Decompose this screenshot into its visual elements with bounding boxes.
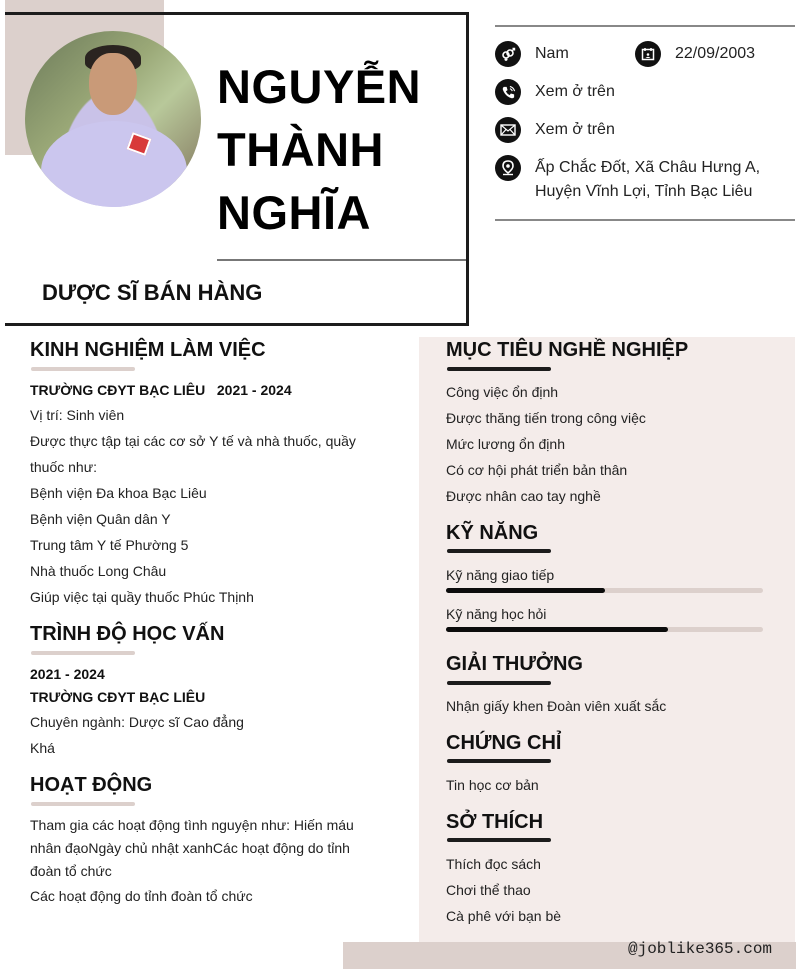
watermark: @joblike365.com (628, 940, 773, 958)
section-title-activities: HOẠT ĐỘNG (30, 774, 153, 796)
section-title-awards: GIẢI THƯỞNG (446, 653, 583, 675)
location-icon (495, 155, 521, 181)
experience-line: thuốc như: (30, 459, 97, 475)
contact-birthday (635, 41, 755, 67)
activity-line: Tham gia các hoạt động tình nguyện như: Hiến máu (30, 817, 354, 833)
education-period: 2021 - 2024 (30, 666, 105, 682)
address-line: Huyện Vĩnh Lợi, Tỉnh Bạc Liêu (535, 183, 753, 200)
hobby-item: Thích đọc sách (446, 856, 541, 872)
section-underline (31, 651, 135, 655)
section-underline (31, 802, 135, 806)
contact-phone (495, 79, 615, 105)
gender-icon (495, 41, 521, 67)
education-line: Chuyên ngành: Dược sĩ Cao đẳng (30, 714, 244, 730)
name-line: NGUYỄN (217, 60, 422, 113)
section-underline (447, 681, 551, 685)
skill-bar-track (446, 627, 763, 632)
experience-line: Bệnh viện Đa khoa Bạc Liêu (30, 485, 207, 501)
email-value: Xem ở trên (535, 121, 615, 138)
contact-gender (495, 41, 569, 67)
education-line: Khá (30, 740, 55, 756)
education-school: TRƯỜNG CĐYT BẠC LIÊU (30, 689, 206, 705)
section-underline (447, 367, 551, 371)
objective-item: Được thăng tiến trong công việc (446, 410, 646, 426)
experience-org-period: TRƯỜNG CĐYT BẠC LIÊU 2021 - 2024 (30, 382, 292, 398)
section-title-hobbies: SỞ THÍCH (446, 811, 544, 833)
calendar-icon (635, 41, 661, 67)
skill-bar-fill (446, 627, 668, 632)
birthday-value: 22/09/2003 (675, 45, 756, 62)
contact-email (495, 117, 615, 143)
skill-name: Kỹ năng giao tiếp (446, 567, 555, 583)
section-underline (447, 838, 551, 842)
address-value (535, 155, 760, 204)
avatar-face (89, 53, 137, 115)
job-title: DƯỢC SĨ BÁN HÀNG (42, 280, 263, 305)
phone-icon (495, 79, 521, 105)
hobby-item: Cà phê với bạn bè (446, 908, 562, 924)
experience-line: Vị trí: Sinh viên (30, 407, 125, 423)
avatar (25, 31, 201, 207)
section-underline (447, 759, 551, 763)
skill-name: Kỹ năng học hỏi (446, 606, 547, 622)
objective-item: Được nhân cao tay nghề (446, 488, 601, 504)
experience-line: Trung tâm Y tế Phường 5 (30, 537, 189, 553)
objective-item: Mức lương ổn định (446, 436, 565, 452)
activity-line: Các hoạt động do tỉnh đoàn tổ chức (30, 888, 253, 904)
mail-icon (495, 117, 521, 143)
skill-bar-fill (446, 588, 605, 593)
experience-line: Được thực tập tại các cơ sở Y tế và nhà thuốc, quầy (30, 433, 356, 449)
gender-value: Nam (535, 45, 569, 62)
hobby-item: Chơi thể thao (446, 882, 531, 898)
experience-line: Bệnh viện Quân dân Y (30, 511, 171, 527)
contact-address (495, 155, 760, 204)
name-line: NGHĨA (217, 186, 371, 239)
section-title-skills: KỸ NĂNG (446, 522, 539, 544)
experience-line: Giúp việc tại quầy thuốc Phúc Thịnh (30, 589, 254, 605)
avatar-shirt (41, 121, 187, 207)
section-title-objective: MỤC TIÊU NGHỀ NGHIỆP (446, 339, 689, 361)
skill-bar-track (446, 588, 763, 593)
objective-item: Có cơ hội phát triển bản thân (446, 462, 628, 478)
contact-bottom-divider (495, 219, 795, 221)
section-title-certificates: CHỨNG CHỈ (446, 732, 562, 754)
section-title-experience: KINH NGHIỆM LÀM VIỆC (30, 339, 266, 361)
candidate-name (217, 55, 421, 244)
phone-value: Xem ở trên (535, 83, 615, 100)
section-underline (31, 367, 135, 371)
section-title-education: TRÌNH ĐỘ HỌC VẤN (30, 623, 225, 645)
activity-line: nhân đạoNgày chủ nhật xanhCác hoạt động do tỉnh (30, 840, 350, 856)
award-item: Nhận giấy khen Đoàn viên xuất sắc (446, 698, 667, 714)
section-underline (447, 549, 551, 553)
contact-top-divider (495, 25, 795, 27)
name-line: THÀNH (217, 123, 384, 176)
objective-item: Công việc ổn định (446, 384, 559, 400)
experience-line: Nhà thuốc Long Châu (30, 563, 167, 579)
address-line: Ấp Chắc Đốt, Xã Châu Hưng A, (535, 159, 761, 176)
activity-line: đoàn tổ chức (30, 863, 112, 879)
certificate-item: Tin học cơ bản (446, 777, 539, 793)
name-divider (217, 259, 466, 261)
